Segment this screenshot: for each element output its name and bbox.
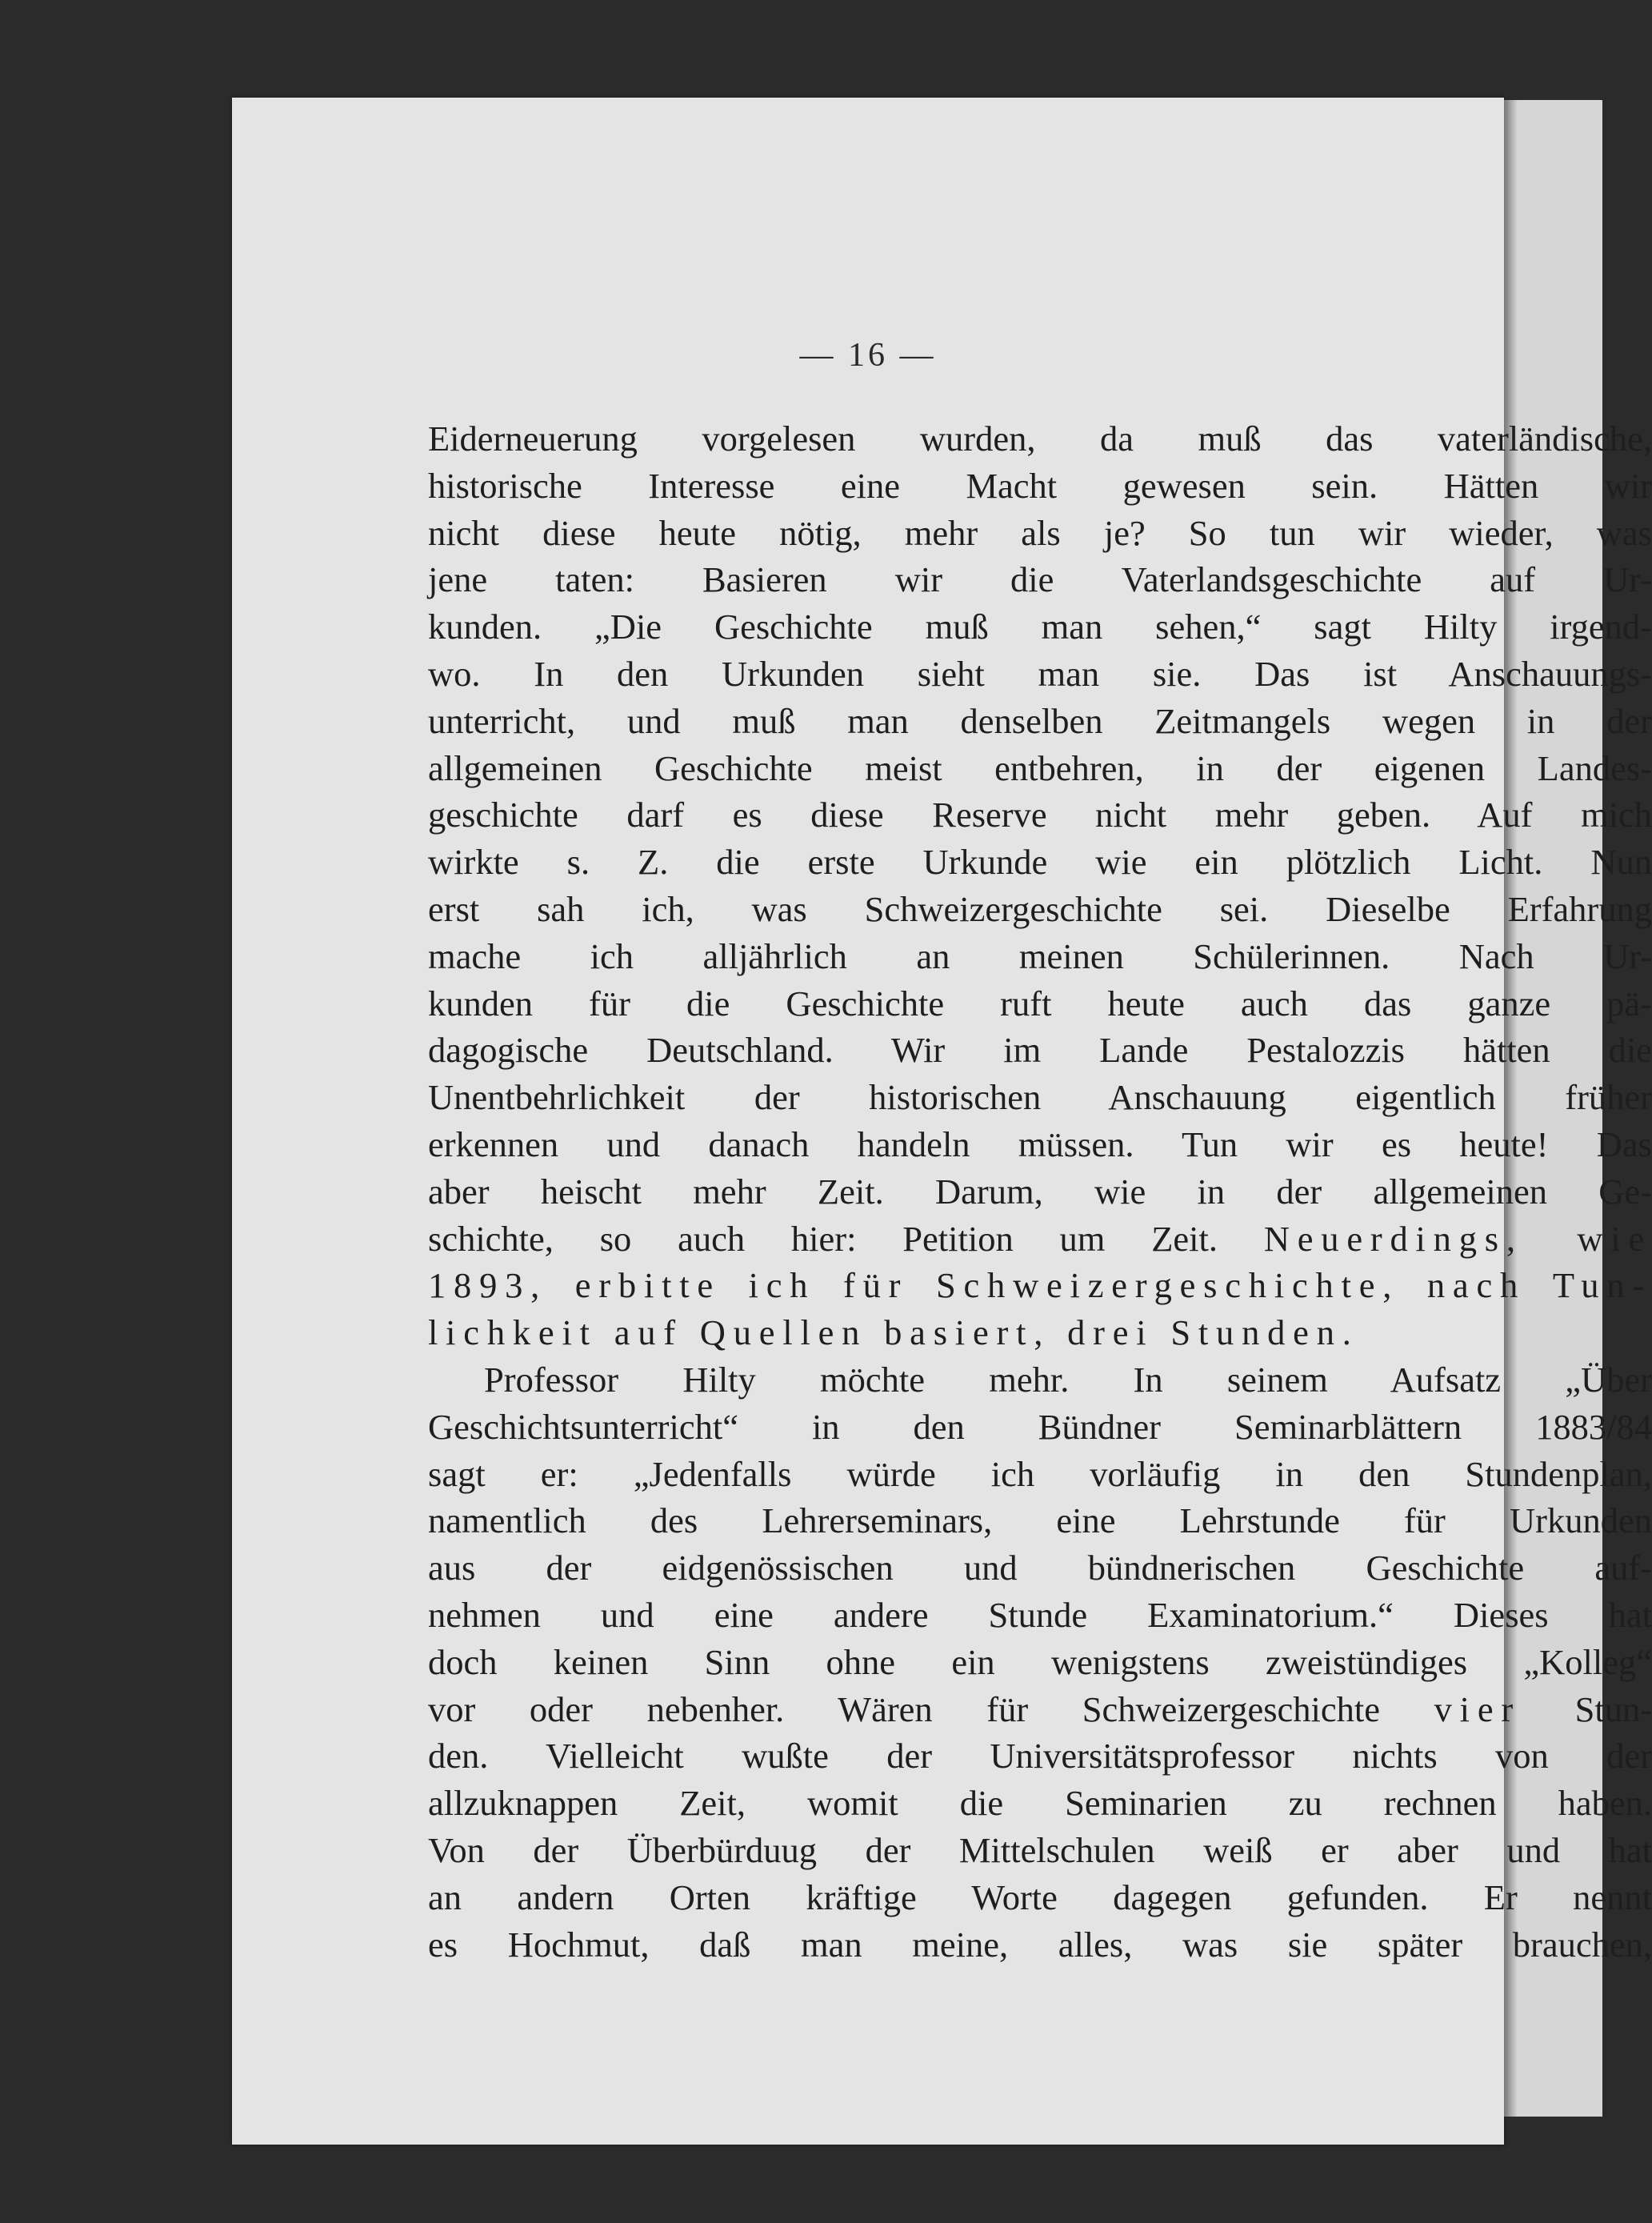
text-line-mixed	[428, 1686, 1652, 1733]
paragraph-start-line: Professor Hilty möchte mehr. In seinem Aufsatz „Über	[484, 1359, 1652, 1400]
text-line: kunden für die Geschichte ruft heute auch das ganze pä-	[428, 983, 1652, 1023]
text-line: unterricht, und muß man denselben Zeitmangels wegen in der	[428, 700, 1652, 741]
text-line: erst sah ich, was Schweizergeschichte sei. Dieselbe Erfahrung	[428, 888, 1652, 929]
spaced-emphasis-line: 1893, erbitte ich für Schweizergeschichte, nach Tun-	[428, 1265, 1652, 1306]
body-text	[428, 415, 1652, 1968]
text-line: allgemeinen Geschichte meist entbehren, in der eigenen Landes-	[428, 747, 1652, 788]
text-line: historische Interesse eine Macht gewesen sein. Hätten wir	[428, 465, 1652, 506]
text-segment: vor oder nebenher. Wären für Schweizergeschichte	[428, 1688, 1381, 1729]
text-line: aus der eidgenössischen und bündnerischen Geschichte auf-	[428, 1548, 1652, 1588]
spaced-emphasis-line: lichkeit auf Quellen basiert, drei Stunden.	[428, 1312, 1359, 1353]
text-line: nicht diese heute nötig, mehr als je? So tun wir wieder, was	[428, 512, 1652, 553]
text-line: jene taten: Basieren wir die Vaterlandsgeschichte auf Ur-	[428, 559, 1652, 600]
page-number: — 16 —	[799, 337, 937, 374]
text-line: Von der Überbürduug der Mittelschulen weiß er aber und hat	[428, 1829, 1652, 1870]
text-line: namentlich des Lehrerseminars, eine Lehrstunde für Urkunden	[428, 1500, 1652, 1541]
spaced-emphasis: vier	[1434, 1688, 1521, 1729]
text-line: allzuknappen Zeit, womit die Seminarien zu rechnen haben.	[428, 1783, 1652, 1824]
spaced-emphasis: Neuerdings, wie	[1263, 1218, 1652, 1259]
text-line: an andern Orten kräftige Worte dagegen gefunden. Er nennt	[428, 1877, 1652, 1917]
text-line: wirkte s. Z. die erste Urkunde wie ein plötzlich Licht. Nun	[428, 842, 1652, 883]
text-line: es Hochmut, daß man meine, alles, was sie später brauchen,	[428, 1924, 1652, 1965]
text-line: geschichte darf es diese Reserve nicht mehr geben. Auf mich	[428, 795, 1652, 835]
text-segment: Stun-	[1574, 1688, 1652, 1729]
text-line: aber heischt mehr Zeit. Darum, wie in der allgemeinen Ge-	[428, 1171, 1652, 1212]
text-line: mache ich alljährlich an meinen Schülerinnen. Nach Ur-	[428, 935, 1652, 976]
book-page	[232, 98, 1652, 2145]
text-line: Geschichtsunterricht“ in den Bündner Seminarblättern 1883/84	[428, 1406, 1652, 1447]
text-line: Unentbehrlichkeit der historischen Anschauung eigentlich früher	[428, 1077, 1652, 1118]
text-line: den. Vielleicht wußte der Universitätsprofessor nichts von der	[428, 1736, 1652, 1776]
text-line: kunden. „Die Geschichte muß man sehen,“ sagt Hilty irgend-	[428, 607, 1652, 647]
text-line: nehmen und eine andere Stunde Examinatorium.“ Dieses hat	[428, 1594, 1652, 1635]
text-line: doch keinen Sinn ohne ein wenigstens zweistündiges „Kolleg“	[428, 1641, 1652, 1682]
text-line: dagogische Deutschland. Wir im Lande Pestalozzis hätten die	[428, 1030, 1652, 1071]
text-line: sagt er: „Jedenfalls würde ich vorläufig in den Stundenplan,	[428, 1453, 1652, 1494]
text-line: wo. In den Urkunden sieht man sie. Das ist Anschauungs-	[428, 653, 1652, 694]
text-line: erkennen und danach handeln müssen. Tun wir es heute! Das	[428, 1124, 1652, 1164]
text-line-mixed	[428, 1216, 1652, 1263]
text-segment: schichte, so auch hier: Petition um Zeit.	[428, 1218, 1218, 1259]
text-line: Eiderneuerung vorgelesen wurden, da muß das vaterländische,	[428, 419, 1652, 459]
